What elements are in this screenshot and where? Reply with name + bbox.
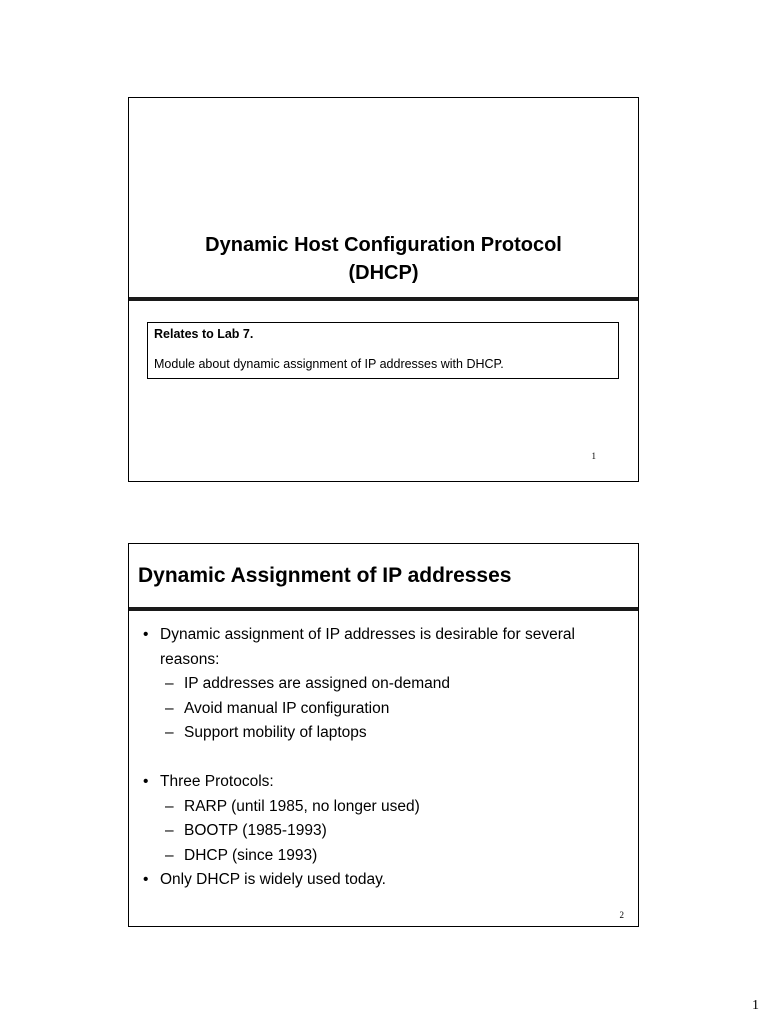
spacer bbox=[141, 746, 621, 771]
bullet-item: • Dynamic assignment of IP addresses is desirable for several reasons: bbox=[141, 623, 621, 672]
info-box bbox=[147, 322, 619, 379]
title-divider bbox=[129, 607, 638, 611]
page-number: 1 bbox=[752, 998, 759, 1013]
bullet-item: • Only DHCP is widely used today. bbox=[141, 868, 621, 893]
sub-bullet-item: – DHCP (since 1993) bbox=[141, 844, 621, 869]
slide-number: 1 bbox=[591, 451, 596, 461]
bullet-list bbox=[141, 623, 621, 893]
sub-bullet-item: – Support mobility of laptops bbox=[141, 721, 621, 746]
sub-bullet-item: – BOOTP (1985-1993) bbox=[141, 819, 621, 844]
sub-bullet-item: – IP addresses are assigned on-demand bbox=[141, 672, 621, 697]
info-box-heading: Relates to Lab 7. bbox=[154, 327, 254, 341]
info-box-text: Module about dynamic assignment of IP addresses with DHCP. bbox=[154, 357, 504, 371]
slide-1-title: Dynamic Host Configuration Protocol (DHCP) bbox=[205, 234, 562, 284]
slide-2 bbox=[128, 543, 639, 927]
slide-2-title: Dynamic Assignment of IP addresses bbox=[138, 564, 512, 587]
sub-bullet-item: – RARP (until 1985, no longer used) bbox=[141, 795, 621, 820]
sub-bullet-item: – Avoid manual IP configuration bbox=[141, 697, 621, 722]
title-divider bbox=[129, 297, 638, 301]
bullet-item: • Three Protocols: bbox=[141, 770, 621, 795]
slide-number: 2 bbox=[619, 910, 624, 920]
slide-1 bbox=[128, 97, 639, 482]
